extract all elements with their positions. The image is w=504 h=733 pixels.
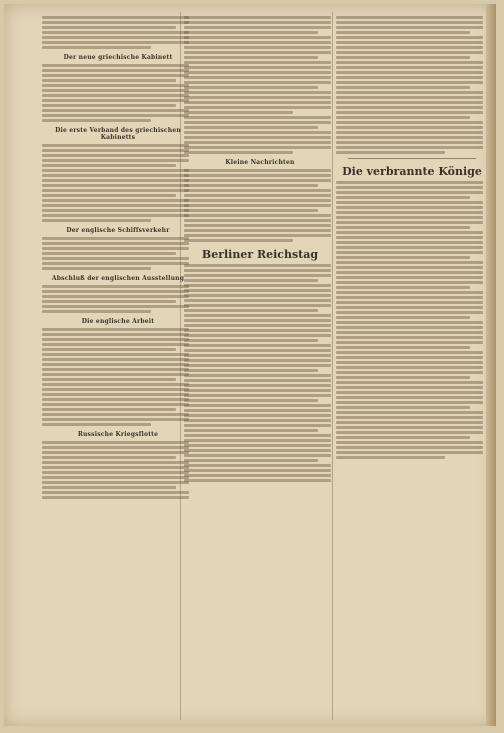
- column-middle: [184, 14, 336, 718]
- article-heading: Abschluß der englischen Ausstellung: [51, 275, 185, 282]
- article-heading: Der neue griechische Kabinett: [63, 54, 173, 61]
- article-heading: Russische Kriegsflotte: [77, 431, 159, 438]
- article-heading: Die erste Verband des griechischen Kabinetts: [55, 127, 181, 141]
- newspaper-page: [4, 4, 496, 726]
- section-rule: [348, 158, 476, 159]
- column-right: [336, 14, 488, 718]
- page-edge: [486, 4, 496, 726]
- article-heading: Die englische Arbeit: [81, 318, 155, 325]
- article-heading: Der englische Schiffsverkehr: [66, 227, 170, 234]
- article-heading: Kleine Nachrichten: [225, 159, 295, 166]
- column-left: [42, 14, 194, 718]
- article-heading: Berliner Reichstag: [201, 248, 319, 261]
- article-title: Die verbrannte Könige: [342, 165, 482, 178]
